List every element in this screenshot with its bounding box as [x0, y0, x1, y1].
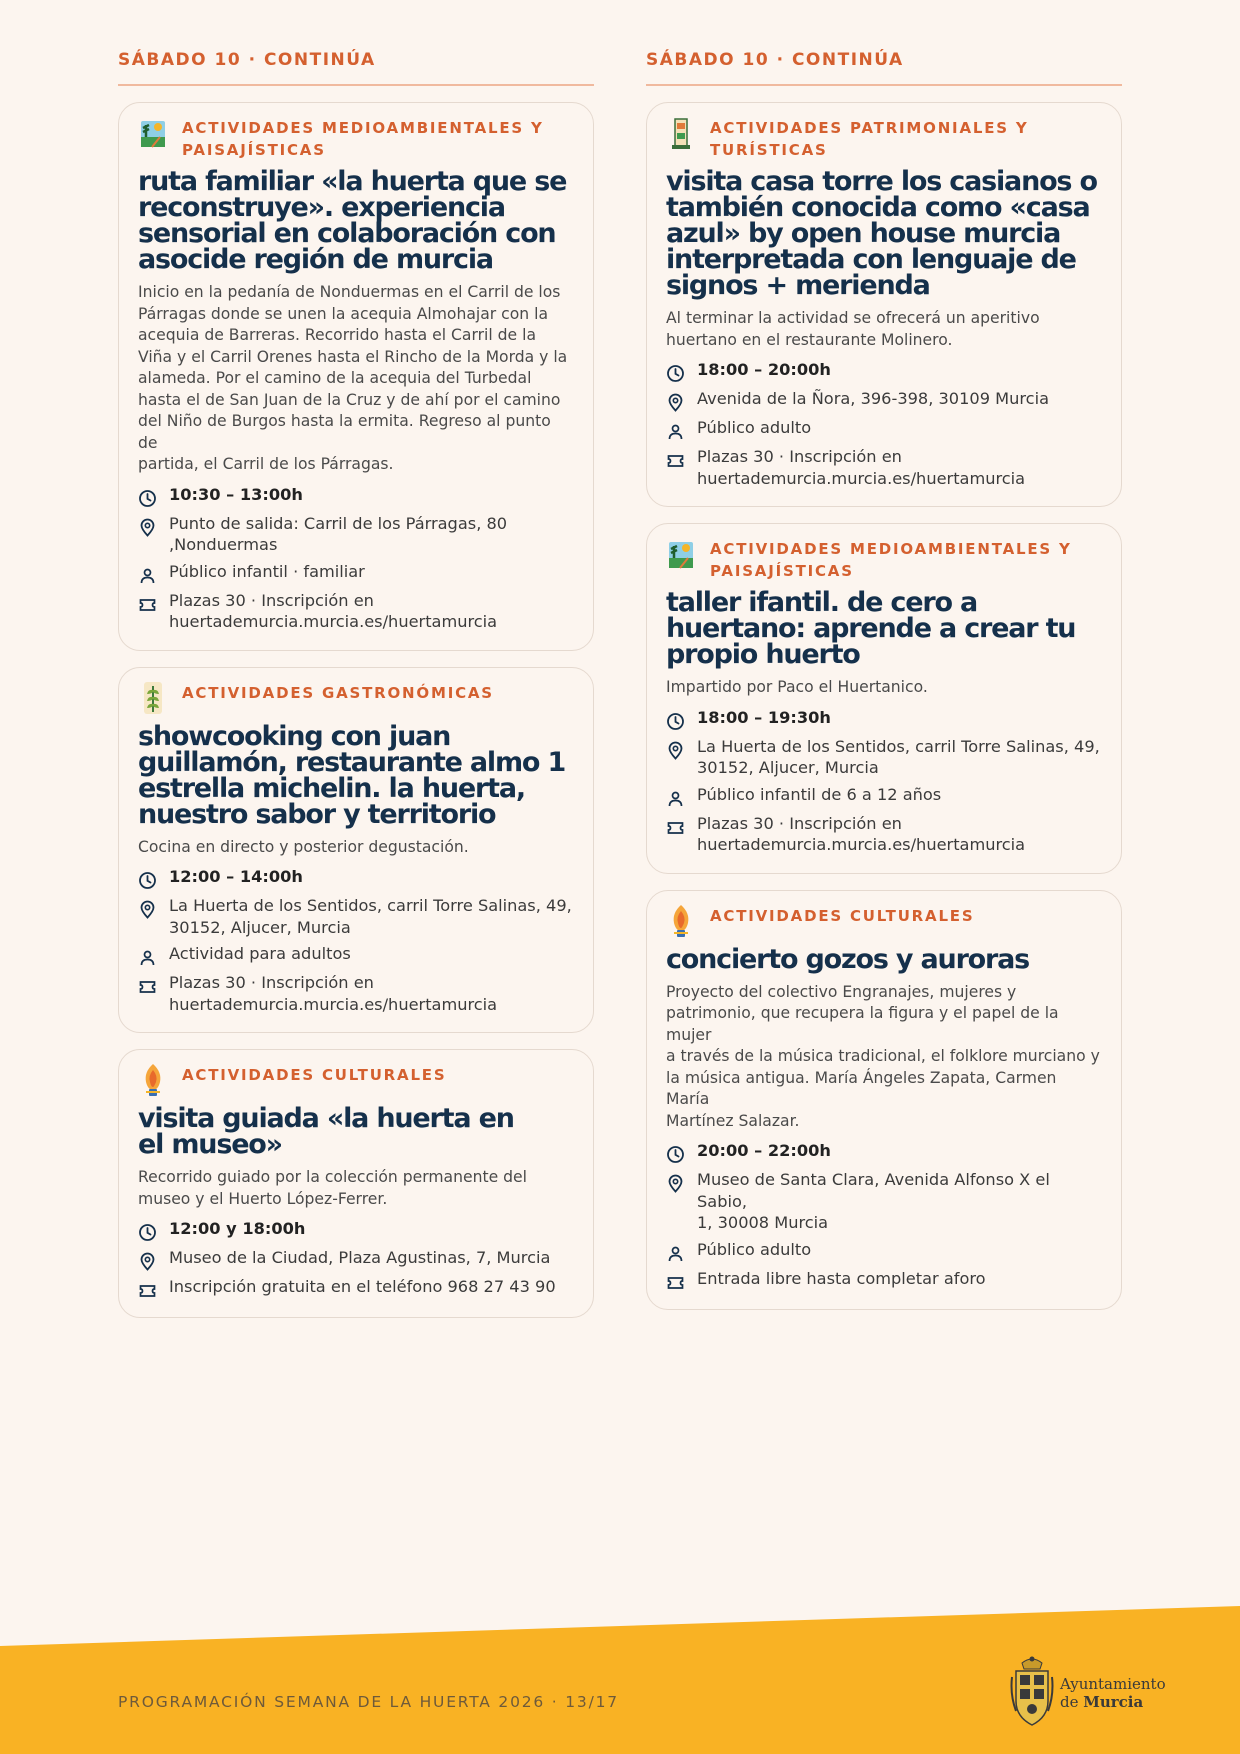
title-line: también conocida como «casa — [666, 192, 1090, 223]
event-card — [646, 890, 1122, 1310]
event-category-label — [182, 680, 494, 704]
title-line: taller ifantil. de cero a — [666, 587, 978, 618]
event-title — [138, 166, 574, 275]
category-line: ACTIVIDADES PATRIMONIALES Y — [710, 119, 1029, 137]
location-line: Museo de la Ciudad, Plaza Agustinas, 7, Murcia — [169, 1248, 551, 1267]
event-info — [666, 359, 1102, 489]
event-audience: Público infantil de 6 a 12 años — [697, 784, 942, 804]
category-line: ACTIVIDADES GASTRONÓMICAS — [182, 683, 494, 702]
location-line: 30152, Aljucer, Murcia — [169, 917, 351, 937]
location-line: 1, 30008 Murcia — [697, 1213, 829, 1232]
event-time: 12:00 y 18:00h — [169, 1219, 306, 1238]
clock-icon — [138, 871, 157, 890]
event-card — [118, 667, 594, 1034]
booking-line: Entrada libre hasta completar aforo — [697, 1268, 986, 1288]
description-line: alameda. Por el camino de la acequia del Turbedal — [138, 369, 532, 387]
description-line: Al terminar la actividad se ofrecerá un aperitivo — [666, 309, 1040, 327]
event-time-row — [138, 484, 574, 508]
event-category — [666, 536, 1102, 582]
huerta-landscape-icon — [666, 536, 696, 572]
event-audience: Público adulto — [697, 418, 812, 437]
category-line: PAISAJÍSTICAS — [182, 141, 326, 159]
event-time: 12:00 – 14:00h — [169, 867, 303, 886]
booking-line: huertademurcia.murcia.es/huertamurcia — [697, 468, 1026, 488]
person-icon — [138, 948, 157, 967]
title-line: visita casa torre los casianos o — [666, 166, 1097, 197]
booking-line: huertademurcia.murcia.es/huertamurcia — [169, 612, 498, 631]
location-line: ,Nonduermas — [169, 535, 278, 554]
footer-page-label: PROGRAMACIÓN SEMANA DE LA HUERTA 2026 · 13/17 — [118, 1693, 619, 1711]
description-line: hasta el de San Juan de la Cruz y de ahí por el camino — [138, 390, 561, 409]
event-audience-row — [666, 784, 1102, 808]
description-line: Martínez Salazar. — [666, 1111, 800, 1130]
location-pin-icon — [666, 741, 685, 760]
category-line: ACTIVIDADES MEDIOAMBIENTALES Y — [710, 540, 1072, 558]
event-info — [138, 866, 574, 1015]
event-location — [697, 388, 1049, 410]
event-category — [138, 1062, 574, 1098]
description-line: Impartido por Paco el Huertanico. — [666, 678, 928, 696]
ticket-icon — [138, 977, 157, 996]
event-audience-row — [138, 561, 574, 585]
right-column — [646, 50, 1122, 1326]
event-time: 20:00 – 22:00h — [697, 1141, 831, 1160]
wheat-icon — [138, 680, 168, 716]
location-line: La Huerta de los Sentidos, carril Torre Salinas, 49, — [697, 736, 1100, 756]
huerta-landscape-icon — [138, 115, 168, 151]
column-header: SÁBADO 10 · CONTINÚA — [118, 50, 594, 86]
event-location — [169, 1247, 550, 1269]
category-line: TURÍSTICAS — [710, 141, 828, 159]
description-line: Cocina en directo y posterior degustación. — [138, 837, 469, 856]
event-description — [666, 677, 1102, 699]
location-line: 30152, Aljucer, Murcia — [697, 758, 879, 777]
event-booking — [697, 1268, 986, 1290]
title-line: el museo» — [138, 1129, 282, 1160]
event-time-row — [138, 1218, 574, 1242]
event-category-label — [182, 115, 544, 161]
event-info — [138, 484, 574, 633]
event-title — [666, 587, 1102, 670]
event-location-row — [666, 736, 1102, 779]
event-category — [138, 115, 574, 161]
title-line: estrella michelin. la huerta, — [138, 772, 525, 804]
event-location — [697, 1169, 1102, 1234]
description-line: Párragas donde se unen la acequia Almohajar con la — [138, 304, 549, 323]
logo-wordmark — [1060, 1675, 1166, 1711]
event-title — [666, 943, 1102, 975]
event-category-label — [710, 536, 1072, 582]
person-icon — [666, 422, 685, 441]
logo-line-2-prefix: de — [1060, 1693, 1079, 1711]
event-title — [138, 1103, 574, 1160]
murcia-coat-of-arms-icon — [1010, 1655, 1054, 1731]
event-location-row — [138, 1247, 574, 1271]
logo-line-2-bold: Murcia — [1083, 1693, 1144, 1711]
ticket-icon — [666, 818, 685, 837]
location-line: Museo de Santa Clara, Avenida Alfonso X el Sabio, — [697, 1170, 1050, 1211]
ticket-icon — [138, 1281, 157, 1300]
event-location-row — [138, 895, 574, 938]
event-description — [138, 1167, 574, 1210]
event-description — [666, 308, 1102, 351]
description-line: partida, el Carril de los Párragas. — [138, 455, 394, 473]
title-line: asocide región de murcia — [138, 244, 493, 275]
event-title — [666, 166, 1102, 301]
event-location — [697, 736, 1100, 779]
clock-icon — [666, 1145, 685, 1164]
event-title — [138, 720, 574, 830]
event-booking — [169, 1276, 556, 1298]
title-line: sensorial en colaboración con — [138, 218, 556, 249]
booking-line: Plazas 30 · Inscripción en — [697, 447, 902, 466]
clock-icon — [138, 1223, 157, 1242]
title-line: concierto gozos y auroras — [666, 943, 1030, 975]
event-description — [666, 982, 1102, 1133]
event-time-row — [666, 359, 1102, 383]
event-time: 18:00 – 20:00h — [697, 360, 831, 379]
person-icon — [138, 566, 157, 585]
event-category — [666, 903, 1102, 939]
event-description — [138, 837, 574, 859]
description-line: Viña y el Carril Orenes hasta el Rincho de la Morda y la — [138, 347, 568, 366]
event-category — [138, 680, 574, 716]
event-location — [169, 513, 507, 556]
description-line: huertano en el restaurante Molinero. — [666, 330, 953, 349]
event-time-row — [666, 707, 1102, 731]
description-line: Proyecto del colectivo Engranajes, mujeres y — [666, 982, 1017, 1001]
clock-icon — [138, 489, 157, 508]
event-booking — [697, 813, 1025, 856]
event-category-label — [710, 115, 1029, 161]
title-line: reconstruye». experiencia — [138, 192, 505, 223]
event-booking-row — [666, 813, 1102, 856]
category-line: ACTIVIDADES CULTURALES — [710, 906, 975, 925]
location-pin-icon — [138, 1252, 157, 1271]
title-line: ruta familiar «la huerta que se — [138, 166, 567, 197]
location-pin-icon — [138, 518, 157, 537]
left-column — [118, 50, 594, 1334]
event-info — [666, 707, 1102, 856]
event-audience: Público adulto — [697, 1239, 812, 1259]
title-line: propio huerto — [666, 639, 860, 670]
booking-line: Inscripción gratuita en el teléfono 968 27 43 90 — [169, 1277, 556, 1296]
event-audience-row — [138, 943, 574, 967]
flame-tree-icon — [666, 903, 696, 939]
ticket-icon — [666, 451, 685, 470]
event-location-row — [666, 388, 1102, 412]
ayuntamiento-logo — [1010, 1655, 1166, 1731]
event-audience-row — [666, 417, 1102, 441]
event-booking — [169, 972, 497, 1015]
ticket-icon — [666, 1273, 685, 1292]
ticket-icon — [138, 595, 157, 614]
description-line: a través de la música tradicional, el folklore murciano y — [666, 1047, 1100, 1065]
flame-tree-icon — [138, 1062, 168, 1098]
booking-line: Plazas 30 · Inscripción en — [169, 973, 374, 992]
location-line: Avenida de la Ñora, 396-398, 30109 Murcia — [697, 389, 1049, 408]
location-pin-icon — [138, 900, 157, 919]
booking-line: Plazas 30 · Inscripción en — [169, 590, 374, 610]
clock-icon — [666, 712, 685, 731]
event-location-row — [138, 513, 574, 556]
title-line: huertano: aprende a crear tu — [666, 613, 1076, 644]
event-category-label — [710, 903, 974, 927]
logo-line-2 — [1060, 1693, 1166, 1711]
description-line: museo y el Huerto López-Ferrer. — [138, 1189, 388, 1208]
event-booking-row — [138, 1276, 574, 1300]
booking-line: huertademurcia.murcia.es/huertamurcia — [697, 835, 1026, 854]
heritage-tower-icon — [666, 115, 696, 151]
event-booking-row — [138, 972, 574, 1015]
description-line: Inicio en la pedanía de Nonduermas en el Carril de los — [138, 283, 561, 301]
clock-icon — [666, 364, 685, 383]
event-time: 18:00 – 19:30h — [697, 707, 831, 727]
event-category — [666, 115, 1102, 161]
event-booking-row — [138, 590, 574, 633]
category-line: PAISAJÍSTICAS — [710, 562, 854, 580]
description-line: Recorrido guiado por la colección permanente del — [138, 1168, 527, 1186]
location-pin-icon — [666, 1174, 685, 1193]
location-line: La Huerta de los Sentidos, carril Torre Salinas, 49, — [169, 896, 572, 915]
event-audience-row — [666, 1239, 1102, 1263]
title-line: interpretada con lenguaje de — [666, 244, 1076, 275]
booking-line: huertademurcia.murcia.es/huertamurcia — [169, 994, 498, 1014]
event-time-row — [666, 1140, 1102, 1164]
title-line: nuestro sabor y territorio — [138, 798, 496, 830]
event-booking-row — [666, 446, 1102, 489]
event-location — [169, 895, 572, 938]
logo-line-1: Ayuntamiento — [1060, 1675, 1166, 1693]
booking-line: Plazas 30 · Inscripción en — [697, 813, 902, 833]
title-line: showcooking con juan — [138, 720, 451, 752]
event-location-row — [666, 1169, 1102, 1234]
title-line: visita guiada «la huerta en — [138, 1103, 514, 1134]
person-icon — [666, 789, 685, 808]
event-audience: Actividad para adultos — [169, 944, 351, 963]
description-line: acequia de Barreras. Recorrido hasta el Carril de la — [138, 326, 536, 344]
event-audience: Público infantil · familiar — [169, 561, 365, 581]
column-header: SÁBADO 10 · CONTINÚA — [646, 50, 1122, 86]
event-category-label — [182, 1062, 446, 1086]
description-line: del Niño de Burgos hasta la ermita. Regreso al punto de — [138, 412, 551, 452]
description-line: patrimonio, que recupera la figura y el papel de la mujer — [666, 1004, 1059, 1044]
event-description — [138, 282, 574, 476]
event-time: 10:30 – 13:00h — [169, 484, 303, 504]
event-booking — [169, 590, 497, 633]
event-card — [118, 102, 594, 651]
event-time-row — [138, 866, 574, 890]
event-booking-row — [666, 1268, 1102, 1292]
event-card — [646, 523, 1122, 874]
title-line: azul» by open house murcia — [666, 218, 1061, 249]
title-line: signos + merienda — [666, 270, 930, 301]
category-line: ACTIVIDADES MEDIOAMBIENTALES Y — [182, 119, 544, 137]
location-pin-icon — [666, 393, 685, 412]
event-info — [666, 1140, 1102, 1292]
description-line: la música antigua. María Ángeles Zapata, Carmen María — [666, 1068, 1057, 1108]
event-card — [646, 102, 1122, 507]
event-info — [138, 1218, 574, 1300]
person-icon — [666, 1244, 685, 1263]
event-card — [118, 1049, 594, 1318]
category-line: ACTIVIDADES CULTURALES — [182, 1066, 447, 1084]
location-line: Punto de salida: Carril de los Párragas, 80 — [169, 513, 508, 533]
event-booking — [697, 446, 1025, 489]
title-line: guillamón, restaurante almo 1 — [138, 746, 566, 778]
